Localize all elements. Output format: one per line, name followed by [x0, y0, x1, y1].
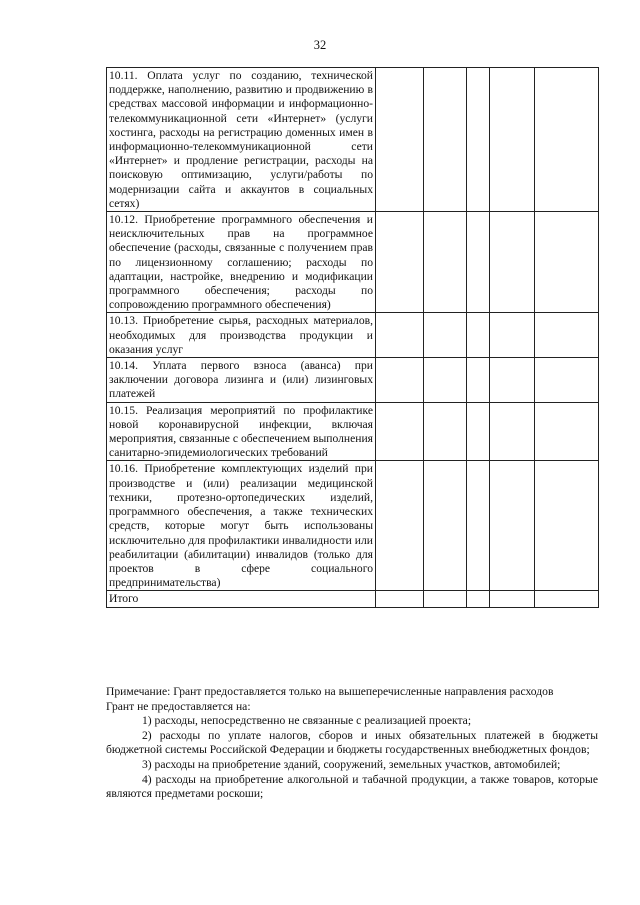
table-cell: [535, 313, 599, 358]
table-cell: [376, 402, 424, 461]
list-item: 2) расходы по уплате налогов, сборов и иных обязательных платежей в бюджеты бюджетной системы Российской Федерации и бюджеты государственных внебюджетных фондов;: [106, 728, 598, 757]
row-description: 10.15. Реализация мероприятий по профилактике новой коронавирусной инфекции, включая мероприятия, связанные с обеспечением выполнения санитарно-эпидемиологических требований: [107, 402, 376, 461]
table-row: [107, 313, 599, 358]
table-row: [107, 68, 599, 212]
table-cell: [424, 212, 467, 313]
table-cell: [376, 313, 424, 358]
table-cell: [490, 68, 535, 212]
table-cell: [490, 402, 535, 461]
table-row: [107, 212, 599, 313]
table-cell: [424, 68, 467, 212]
table-cell: [424, 591, 467, 607]
table-cell: [424, 402, 467, 461]
row-description: 10.14. Уплата первого взноса (аванса) при заключении договора лизинга и (или) лизинговых платежей: [107, 358, 376, 403]
table-cell: [490, 358, 535, 403]
row-description: 10.11. Оплата услуг по созданию, технической поддержке, наполнению, развитию и продвижению в средствах массовой информации и информационно-телекоммуникационной сети «Интернет» (услуги хостинга, расходы на регистрацию доменных имен в информационно-телекоммуникационной сети «Интернет» и продление регистрации, расходы на поисковую оптимизацию, услуги/работы по модернизации сайта и аккаунтов в социальных сетях): [107, 68, 376, 212]
note-section: [106, 685, 598, 802]
table-cell: [535, 591, 599, 607]
table-cell: [467, 68, 490, 212]
table-row: [107, 402, 599, 461]
table-cell: [535, 358, 599, 403]
note-text: Грант не предоставляется на:: [106, 699, 251, 713]
table-cell: [467, 212, 490, 313]
note-text: Примечание: Грант предоставляется только на вышеперечисленные направления расходов: [106, 685, 554, 698]
row-description: 10.12. Приобретение программного обеспечения и неисключительных прав на программное обеспечение (расходы, связанные с получением прав по лицензионному соглашению; расходы по адаптации, настройке, внедрению и модификации программного обеспечения; расходы по сопровождению программного обеспечения): [107, 212, 376, 313]
table-cell: [376, 591, 424, 607]
table-row: [107, 461, 599, 591]
table-cell: [424, 313, 467, 358]
table-cell: [467, 402, 490, 461]
total-label: Итого: [107, 591, 376, 607]
table-cell: [490, 212, 535, 313]
table-cell: [467, 591, 490, 607]
table-cell: [424, 461, 467, 591]
list-item: 1) расходы, непосредственно не связанные с реализацией проекта;: [142, 714, 472, 728]
table-cell: [424, 358, 467, 403]
page-number: 32: [313, 38, 327, 52]
row-description: 10.13. Приобретение сырья, расходных материалов, необходимых для производства продукции и оказания услуг: [107, 313, 376, 358]
table-cell: [535, 68, 599, 212]
list-item: 4) расходы на приобретение алкогольной и табачной продукции, а также товаров, которые являются предметами роскоши;: [106, 772, 598, 801]
table-cell: [376, 358, 424, 403]
table-cell: [467, 461, 490, 591]
table-cell: [467, 313, 490, 358]
row-description: 10.16. Приобретение комплектующих изделий при производстве и (или) реализации медицинской техники, протезно-ортопедических изделий, программного обеспечения, а также технических средств, которые могут быть использованы исключительно для профилактики инвалидности или реабилитации (абилитации) инвалидов (только для проектов в сфере социального предпринимательства): [107, 461, 376, 591]
table-cell: [490, 313, 535, 358]
expense-table: [106, 67, 599, 608]
table-cell: [535, 212, 599, 313]
table-row-total: [107, 591, 599, 607]
table-cell: [376, 68, 424, 212]
table-cell: [467, 358, 490, 403]
table-cell: [535, 461, 599, 591]
table-cell: [376, 212, 424, 313]
table-row: [107, 358, 599, 403]
table-cell: [376, 461, 424, 591]
table-cell: [490, 461, 535, 591]
list-item: 3) расходы на приобретение зданий, сооружений, земельных участков, автомобилей;: [142, 757, 561, 771]
table-cell: [490, 591, 535, 607]
table-cell: [535, 402, 599, 461]
